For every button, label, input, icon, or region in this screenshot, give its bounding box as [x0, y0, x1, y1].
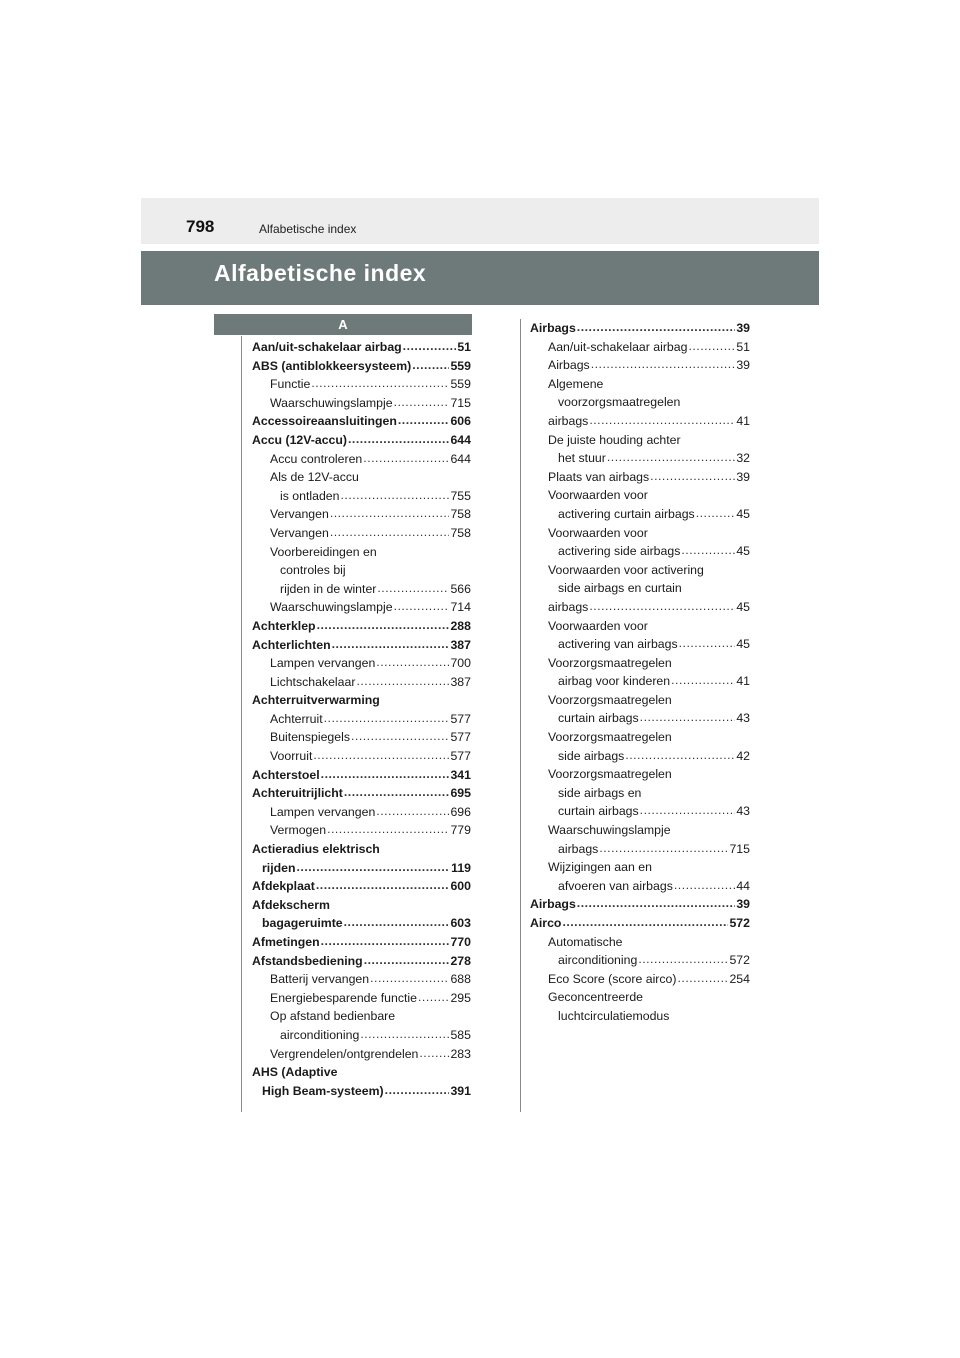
dot-leader — [679, 634, 736, 653]
entry-label: airbags — [548, 599, 589, 614]
dot-leader — [363, 449, 449, 468]
page-number: 798 — [186, 217, 215, 236]
entry-page-number: 254 — [729, 971, 750, 986]
entry-page-number: 341 — [450, 767, 471, 782]
entry-page-number: 758 — [450, 507, 471, 522]
entry-label: Waarschuwingslampje — [270, 395, 393, 410]
index-entry — [252, 989, 471, 1008]
entry-page-number: 559 — [450, 377, 471, 392]
entry-label: AHS (Adaptive — [252, 1065, 338, 1080]
dot-leader — [394, 393, 450, 412]
entry-page-number: 603 — [450, 916, 471, 931]
index-entry — [252, 412, 471, 431]
entry-page-number: 715 — [729, 841, 750, 856]
entry-label: Achterruitverwarming — [252, 693, 380, 708]
index-entry — [252, 877, 471, 896]
dot-leader — [385, 1081, 450, 1100]
dot-leader — [313, 746, 449, 765]
entry-page-number: 42 — [736, 748, 750, 763]
index-entry — [252, 524, 471, 543]
entry-label: afvoeren van airbags — [558, 878, 673, 893]
index-entry — [530, 486, 750, 523]
index-entry — [530, 375, 750, 431]
entry-page-number: 577 — [450, 730, 471, 745]
dot-leader — [330, 504, 450, 523]
entry-label: Voorruit — [270, 749, 313, 764]
entry-page-number: 577 — [450, 749, 471, 764]
entry-label: Achterklep — [252, 618, 316, 633]
entry-label: rijden in de winter — [280, 581, 377, 596]
entry-label: activering van airbags — [558, 637, 678, 652]
entry-label: Waarschuwingslampje — [548, 823, 671, 838]
entry-label: voorzorgsmaatregelen — [558, 395, 681, 410]
entry-label: Voorzorgsmaatregelen — [548, 655, 672, 670]
entry-label: Airbags — [530, 897, 576, 912]
index-entry — [530, 858, 750, 895]
dot-leader — [364, 951, 450, 970]
dot-leader — [412, 356, 449, 375]
entry-label: Accu (12V-accu) — [252, 432, 348, 447]
entry-page-number: 39 — [736, 321, 750, 335]
header-band — [141, 198, 819, 244]
entry-page-number: 51 — [736, 339, 750, 354]
index-entry — [252, 970, 471, 989]
entry-label: activering side airbags — [558, 544, 681, 559]
entry-label: Lampen vervangen — [270, 804, 376, 819]
dot-leader — [403, 337, 457, 356]
dot-leader — [681, 541, 735, 560]
entry-label: De juiste houding achter — [548, 432, 681, 447]
entry-label: Achteruitrijlicht — [252, 786, 343, 801]
dot-leader — [344, 913, 450, 932]
index-entry — [252, 450, 471, 469]
entry-page-number: 39 — [736, 358, 750, 373]
dot-leader — [398, 411, 450, 430]
entry-label: curtain airbags — [558, 804, 639, 819]
entry-label: Aan/uit-schakelaar airbag — [252, 340, 402, 354]
index-entry — [530, 988, 750, 1025]
entry-label: het stuur — [558, 451, 606, 466]
index-entry — [252, 468, 471, 505]
entry-label: airbags — [548, 413, 589, 428]
index-entry — [252, 338, 471, 357]
entry-label: Wijzigingen aan en — [548, 860, 652, 875]
column-rule-left — [241, 336, 242, 1112]
index-entry — [252, 1045, 471, 1064]
dot-leader — [591, 355, 736, 374]
entry-page-number: 715 — [450, 395, 471, 410]
index-column-left — [252, 338, 471, 1100]
index-entry — [530, 821, 750, 858]
entry-page-number: 572 — [729, 953, 750, 968]
entry-label: Eco Score (score airco) — [548, 971, 677, 986]
dot-leader — [316, 876, 450, 895]
entry-label: airbag voor kinderen — [558, 674, 671, 689]
index-entry — [252, 431, 471, 450]
dot-leader — [311, 374, 449, 393]
entry-page-number: 41 — [736, 674, 750, 689]
index-entry — [530, 356, 750, 375]
index-entry — [252, 933, 471, 952]
dot-leader — [418, 988, 449, 1007]
entry-page-number: 714 — [450, 600, 471, 615]
dot-leader — [650, 467, 735, 486]
entry-label: Achterstoel — [252, 767, 320, 782]
entry-page-number: 44 — [736, 878, 750, 893]
index-entry — [530, 728, 750, 765]
index-entry — [530, 468, 750, 487]
index-entry — [252, 784, 471, 803]
index-entry — [252, 1063, 471, 1100]
dot-leader — [340, 486, 449, 505]
entry-label: Voorwaarden voor activering — [548, 562, 704, 577]
dot-leader — [589, 597, 735, 616]
entry-label: Voorzorgsmaatregelen — [548, 730, 672, 745]
dot-leader — [562, 913, 728, 932]
entry-page-number: 644 — [450, 432, 471, 447]
entry-label: side airbags en curtain — [558, 581, 682, 596]
dot-leader — [376, 653, 449, 672]
index-entry — [252, 598, 471, 617]
entry-page-number: 566 — [450, 581, 471, 596]
section-letter-a: A — [214, 314, 472, 335]
dot-leader — [638, 950, 728, 969]
entry-label: Airco — [530, 916, 562, 930]
entry-label: Als de 12V-accu — [270, 470, 359, 485]
dot-leader — [370, 969, 449, 988]
entry-label: Airbags — [530, 321, 576, 335]
index-entry — [252, 821, 471, 840]
entry-page-number: 585 — [450, 1027, 471, 1042]
index-entry — [530, 914, 750, 933]
index-entry — [252, 357, 471, 376]
entry-page-number: 45 — [736, 506, 750, 521]
entry-page-number: 45 — [736, 599, 750, 614]
index-entry — [252, 617, 471, 636]
index-entry — [530, 691, 750, 728]
dot-leader — [321, 765, 450, 784]
entry-label: Geconcentreerde — [548, 990, 644, 1005]
column-rule-middle — [520, 319, 521, 1112]
dot-leader — [640, 708, 736, 727]
entry-label: Energiebesparende functie — [270, 990, 417, 1005]
dot-leader — [351, 727, 449, 746]
index-entry — [530, 319, 750, 338]
entry-label: Afdekplaat — [252, 879, 315, 894]
index-entry — [530, 970, 750, 989]
dot-leader — [296, 858, 450, 877]
entry-page-number: 770 — [450, 935, 471, 949]
entry-page-number: 688 — [450, 972, 471, 987]
entry-page-number: 51 — [457, 340, 471, 354]
entry-label: airconditioning — [280, 1027, 360, 1042]
index-entry — [252, 505, 471, 524]
dot-leader — [344, 783, 450, 802]
dot-leader — [324, 709, 450, 728]
entry-label: Automatische — [548, 934, 623, 949]
dot-leader — [607, 448, 735, 467]
entry-page-number: 391 — [450, 1083, 471, 1098]
entry-label: airconditioning — [558, 953, 638, 968]
index-entry — [252, 394, 471, 413]
index-entry — [530, 431, 750, 468]
dot-leader — [332, 635, 450, 654]
dot-leader — [589, 411, 735, 430]
entry-page-number: 600 — [450, 879, 471, 894]
entry-label: curtain airbags — [558, 711, 639, 726]
dot-leader — [625, 746, 735, 765]
entry-page-number: 119 — [451, 860, 471, 875]
entry-label: Afstandsbediening — [252, 953, 363, 968]
entry-label: Actieradius elektrisch — [252, 842, 380, 857]
dot-leader — [419, 1044, 449, 1063]
page-title: Alfabetische index — [214, 260, 427, 286]
entry-label: side airbags en — [558, 785, 642, 800]
entry-label: Vergrendelen/ontgrendelen — [270, 1046, 419, 1061]
dot-leader — [330, 523, 450, 542]
index-entry — [252, 896, 471, 933]
dot-leader — [671, 671, 735, 690]
entry-page-number: 278 — [450, 953, 471, 968]
entry-label: Voorwaarden voor — [548, 525, 648, 540]
index-entry — [252, 673, 471, 692]
entry-page-number: 758 — [450, 525, 471, 540]
index-entry — [252, 375, 471, 394]
entry-page-number: 695 — [450, 786, 471, 801]
entry-label: Vermogen — [270, 823, 327, 838]
entry-page-number: 572 — [729, 916, 750, 930]
index-entry — [252, 840, 471, 877]
index-entry — [252, 803, 471, 822]
index-entry — [252, 543, 471, 599]
index-entry — [252, 710, 471, 729]
entry-page-number: 41 — [736, 413, 750, 428]
dot-leader — [348, 430, 449, 449]
dot-leader — [688, 337, 735, 356]
dot-leader — [356, 672, 449, 691]
entry-label: Vervangen — [270, 525, 329, 540]
entry-page-number: 559 — [450, 358, 471, 373]
entry-page-number: 39 — [736, 897, 750, 912]
index-column-right — [530, 319, 750, 1026]
dot-leader — [677, 969, 728, 988]
index-entry — [252, 636, 471, 655]
index-entry — [252, 728, 471, 747]
entry-label: Voorwaarden voor — [548, 488, 648, 503]
index-entry — [530, 895, 750, 914]
entry-page-number: 577 — [450, 711, 471, 726]
entry-label: Voorzorgsmaatregelen — [548, 767, 672, 782]
entry-page-number: 45 — [736, 544, 750, 559]
entry-label: bagageruimte — [262, 916, 343, 931]
entry-label: Achterlichten — [252, 637, 331, 652]
entry-label: Plaats van airbags — [548, 469, 650, 484]
entry-page-number: 606 — [450, 414, 471, 429]
entry-label: Voorzorgsmaatregelen — [548, 692, 672, 707]
entry-page-number: 644 — [450, 451, 471, 466]
entry-label: airbags — [558, 841, 599, 856]
entry-label: Achterruit — [270, 711, 323, 726]
dot-leader — [394, 597, 450, 616]
entry-page-number: 696 — [450, 804, 471, 819]
entry-label: Waarschuwingslampje — [270, 600, 393, 615]
dot-leader — [376, 802, 449, 821]
entry-page-number: 288 — [450, 618, 471, 633]
index-entry — [530, 561, 750, 617]
dot-leader — [599, 839, 728, 858]
entry-page-number: 32 — [736, 451, 750, 466]
entry-page-number: 779 — [450, 823, 471, 838]
index-entry — [530, 617, 750, 654]
entry-label: Accu controleren — [270, 451, 363, 466]
entry-label: rijden — [262, 860, 296, 875]
entry-label: Airbags — [548, 358, 590, 373]
entry-label: Op afstand bedienbare — [270, 1009, 396, 1024]
dot-leader — [377, 579, 449, 598]
dot-leader — [577, 318, 736, 337]
entry-page-number: 43 — [736, 711, 750, 726]
index-entry — [252, 952, 471, 971]
entry-label: Buitenspiegels — [270, 730, 350, 745]
entry-label: Functie — [270, 377, 311, 392]
index-entry — [252, 747, 471, 766]
entry-label: Batterij vervangen — [270, 972, 370, 987]
entry-label: Afmetingen — [252, 935, 320, 949]
entry-page-number: 387 — [450, 637, 471, 652]
entry-page-number: 387 — [450, 674, 471, 689]
dot-leader — [696, 504, 736, 523]
dot-leader — [321, 932, 450, 951]
index-entry — [530, 338, 750, 357]
entry-page-number: 295 — [450, 990, 471, 1005]
index-entry — [252, 691, 471, 710]
entry-label: Vervangen — [270, 507, 329, 522]
index-entry — [530, 933, 750, 970]
index-entry — [252, 654, 471, 673]
entry-page-number: 700 — [450, 656, 471, 671]
entry-label: Voorbereidingen en — [270, 544, 377, 559]
entry-label: High Beam-systeem) — [262, 1083, 384, 1098]
index-entry — [530, 765, 750, 821]
index-entry — [252, 766, 471, 785]
entry-label: side airbags — [558, 748, 625, 763]
dot-leader — [640, 801, 736, 820]
entry-page-number: 39 — [736, 469, 750, 484]
entry-label: Accessoireaansluitingen — [252, 414, 397, 429]
dot-leader — [317, 616, 450, 635]
entry-label: controles bij — [280, 563, 346, 578]
entry-label: Afdekscherm — [252, 897, 330, 912]
index-entry — [252, 1007, 471, 1044]
dot-leader — [327, 820, 449, 839]
entry-label: Lichtschakelaar — [270, 674, 356, 689]
dot-leader — [674, 876, 735, 895]
entry-page-number: 45 — [736, 637, 750, 652]
entry-label: luchtcirculatiemodus — [558, 1008, 670, 1023]
entry-label: is ontladen — [280, 488, 340, 503]
index-entry — [530, 654, 750, 691]
entry-label: Lampen vervangen — [270, 656, 376, 671]
entry-label: activering curtain airbags — [558, 506, 695, 521]
index-entry — [530, 524, 750, 561]
dot-leader — [360, 1025, 449, 1044]
running-head: Alfabetische index — [259, 222, 357, 236]
entry-page-number: 283 — [450, 1046, 471, 1061]
entry-page-number: 755 — [450, 488, 471, 503]
dot-leader — [577, 894, 736, 913]
entry-page-number: 43 — [736, 804, 750, 819]
entry-label: Aan/uit-schakelaar airbag — [548, 339, 688, 354]
entry-label: Voorwaarden voor — [548, 618, 648, 633]
entry-label: ABS (antiblokkeersysteem) — [252, 358, 412, 373]
entry-label: Algemene — [548, 376, 604, 391]
